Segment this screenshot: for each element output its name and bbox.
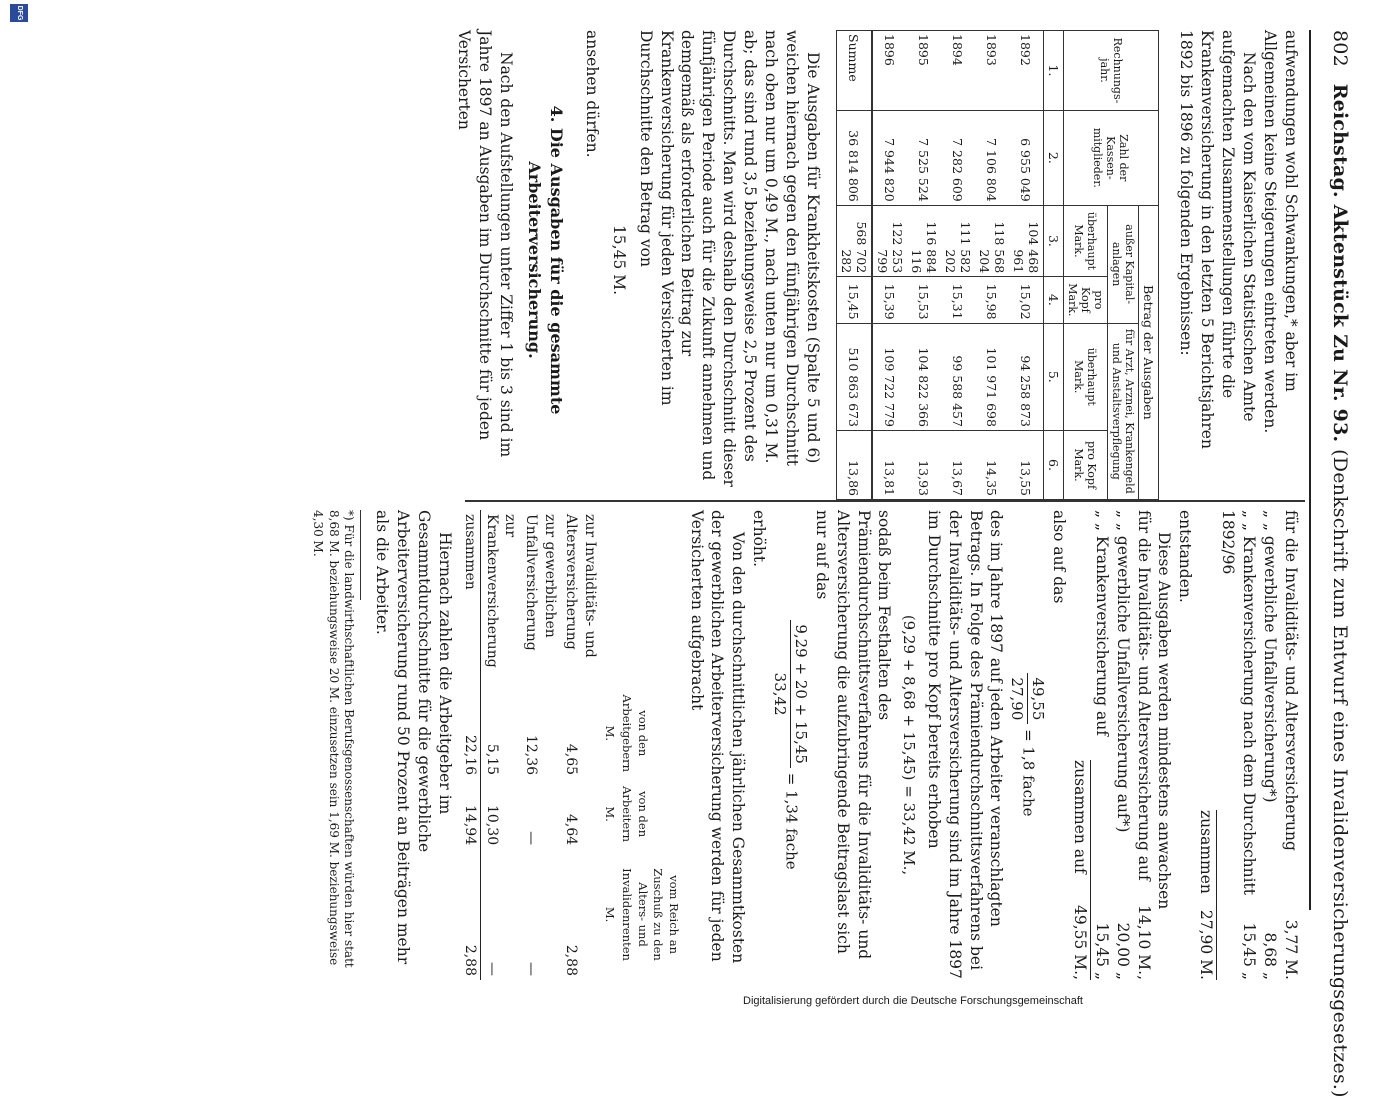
cell: 7 944 820 — [872, 110, 907, 205]
left-body — [453, 30, 823, 490]
header-subtitle: (Denkschrift zum Entwurf eines Invalidenversicherungsgesetzes.) — [1329, 449, 1351, 1098]
cell: 7 282 609 — [941, 110, 975, 205]
rtable-row: zur Krankenversicherung 5,15 10,30 — — [483, 514, 519, 976]
cell: 568 702 282 — [837, 205, 873, 276]
cell: 15,53 — [907, 277, 941, 323]
cell: 15,98 — [975, 277, 1009, 323]
rth-arbeiter: von den Arbeitern — [620, 786, 650, 843]
list2-item: „ „ Krankenversicherung auf 15,45 „ — [1092, 510, 1111, 980]
cell: 13,81 — [872, 430, 907, 499]
cell: 101 971 698 — [975, 323, 1009, 430]
cell: 94 258 873 — [1009, 323, 1044, 430]
cell: 7 525 524 — [907, 110, 941, 205]
cell: 15,39 — [872, 277, 907, 323]
dfg-logo: DFG — [10, 4, 28, 22]
cell-year: 1896 — [872, 31, 907, 111]
th-ueberhaupt-1: überhaupt Mark. — [1064, 205, 1108, 276]
colnum: 5. — [1044, 323, 1064, 430]
list1-total: zusammen 27,90 M. — [1197, 810, 1216, 980]
amount-15-45: 15,45 M. — [609, 224, 628, 296]
contribution-table — [459, 510, 682, 980]
colnum: 3. — [1044, 205, 1064, 276]
paragraph-hiernach: Hiernach zahlen die Arbeitgeber im Gesammtdurchschnitte für die gewerbliche Arbeiterversicherung rund 50 Prozent an Beiträgen mehr als die Arbeiter. — [373, 510, 454, 965]
paragraph-anwachsen: Diese Ausgaben werden mindestens anwachsen — [1155, 532, 1174, 910]
colnum: 6. — [1044, 430, 1064, 499]
rth-arbeitgeber: von den Arbeitgebern — [620, 694, 650, 773]
paragraph-1897: des im Jahre 1897 auf jeden Arbeiter veranschlagten Betrags. In Folge des Prämiendurchschnittsverfahrens bei der Invaliditäts- und Altersversicherung sind im Jahre 1897 im Durchschnitte pro Kopf bereits erhoben — [924, 510, 1006, 979]
cell-year: 1893 — [975, 31, 1009, 111]
header-rule — [1309, 30, 1311, 910]
list1-item: „ „ gewerbliche Unfallversicherung*) 8,68 „ — [1261, 510, 1280, 980]
rth-unit: M. — [602, 906, 617, 923]
right-column — [309, 510, 1301, 980]
left-intro — [1175, 30, 1301, 490]
header-title: Reichstag. Aktenstück Zu Nr. 93. — [1329, 83, 1351, 443]
list1-end: entstanden. — [1176, 510, 1195, 603]
cell: 122 253 799 — [872, 205, 907, 276]
list2-item: „ „ gewerbliche Unfallversicherung auf*) 20,00 „ — [1113, 510, 1132, 980]
intro-paragraph-1: aufwendungen wohl Schwankungen,* aber im Allgemeinen keine Steigerungen eintreten werden. — [1261, 30, 1300, 434]
th-arzt: für Arzt, Arznei, Krankengeld und Anstaltsverpflegung — [1108, 323, 1139, 499]
section-title: 4. Die Ausgaben für die gesammte Arbeiterversicherung. — [525, 105, 566, 415]
paragraph-krankheitskosten: Die Ausgaben für Krankheitskosten (Spalte 5 und 6) weichen hiernach gegen den fünfjährigen Durchschnitt nach oben nur um 0,49 M., nach unten nur um 0,31 M. ab; das sind rund 3,5 beziehungsweise 2,5 Prozent des Durchschnitts. Man wird deshalb den Durchschnitt dieser fünfjährigen Periode auch für die Zukunft annehmen und demgemäß als erforderlichen Beitrag zur Krankenversicherung für jeden Versicherten im Durchschnitte den Betrag von — [636, 30, 822, 487]
th-prokopf-1: pro Kopf Mark. — [1064, 277, 1108, 323]
table-row — [941, 31, 975, 500]
cell: 6 955 049 — [1009, 110, 1044, 205]
table-sum-row — [837, 31, 873, 500]
page-header — [1329, 30, 1351, 1098]
th-betrag: Betrag der Ausgaben — [1139, 205, 1159, 499]
formula-2: (9,29 + 8,68 + 15,45) = 33,42 M., — [899, 614, 918, 876]
cell: 104 468 961 — [1009, 205, 1044, 276]
intro-paragraph-2: Nach den vom Kaiserlichen Statistischen Amte aufgemachten Zusammenstellungen führte die Krankenversicherung in den letzten 5 Berichtsjahren 1892 bis 1896 zu folgenden Ergebnissen: — [1177, 30, 1259, 449]
colnum: 2. — [1044, 110, 1064, 205]
rth-unit: M. — [602, 806, 617, 822]
rth-reich: vom Reich an Zuschuß zu den Alters- und Invalidenrenten — [620, 868, 681, 961]
th-ueberhaupt-2: überhaupt Mark. — [1064, 323, 1108, 430]
health-insurance-table — [836, 30, 1159, 500]
table-row — [872, 31, 907, 500]
paragraph-end: ansehen dürfen. — [582, 30, 601, 158]
also-auf: also auf das — [1049, 510, 1068, 604]
footnote: *) Für die landwirthschaftlichen Berufsgenossenschaften würden hier statt 8,68 M. beziehungsweise 20 M. einzusetzen sein 1,69 M. beziehungsweise 4,30 M. — [310, 510, 357, 968]
cell: 118 568 204 — [975, 205, 1009, 276]
cell: 15,31 — [941, 277, 975, 323]
table-row — [907, 31, 941, 500]
formula-3-end: erhöht. — [750, 510, 769, 568]
list2-item: für die Invaliditäts- und Altersversicherung auf 14,10 M., — [1134, 510, 1153, 980]
th-ausser: außer Kapital-anlagen — [1108, 205, 1139, 323]
rtable-row: zur gewerblichen Unfallversicherung 12,36 — — — [523, 514, 559, 976]
cell: 111 582 202 — [941, 205, 975, 276]
cell: 109 722 779 — [872, 323, 907, 430]
cell: 510 863 673 — [837, 323, 873, 430]
cell: 13,86 — [837, 430, 873, 499]
formula-3: 9,29 + 20 + 15,45 33,42 = 1,34 fache — [769, 510, 811, 980]
rtable-row: zur Invaliditäts- und Altersversicherung 4,65 4,64 2,88 — [563, 514, 599, 976]
cell-sum-label: Summe — [837, 31, 873, 111]
th-count: Zahl der Kassen-mitglieder. — [1064, 110, 1159, 205]
cell: 13,93 — [907, 430, 941, 499]
cell: 36 814 806 — [837, 110, 873, 205]
cell: 15,02 — [1009, 277, 1044, 323]
cell: 104 822 366 — [907, 323, 941, 430]
cell-year: 1892 — [1009, 31, 1044, 111]
th-prokopf-2: pro Kopf Mark. — [1064, 430, 1108, 499]
table-row — [1009, 31, 1044, 500]
cell: 13,55 — [1009, 430, 1044, 499]
colnum: 4. — [1044, 277, 1064, 323]
cell: 15,45 — [837, 277, 873, 323]
list2-total: zusammen auf 49,55 M., — [1070, 760, 1089, 980]
list1-item: für die Invaliditäts- und Altersversicherung 3,77 M. — [1282, 510, 1300, 980]
footnote-rule — [360, 510, 361, 600]
paragraph-gesammtkosten: Von den durchschnittlichen jährlichen Gesammtkosten der gewerblichen Arbeiterversicherung werden für jeden Versicherten aufgebracht — [687, 510, 748, 964]
cell: 116 884 116 — [907, 205, 941, 276]
colnum: 1. — [1044, 31, 1064, 111]
formula-1: 49,55 27,90 = 1,8 fache — [1006, 510, 1048, 980]
page-number: 802 — [1329, 30, 1351, 67]
cell: 13,67 — [941, 430, 975, 499]
list1-item: „ „ Krankenversicherung nach dem Durchschnitt 1892/96 15,45 „ — [1219, 510, 1259, 980]
rth-unit: M. — [602, 725, 617, 742]
cell-year: 1895 — [907, 31, 941, 111]
cell: 14,35 — [975, 430, 1009, 499]
paragraph-ausgaben: Nach den Aufstellungen unter Ziffer 1 bis 3 sind im Jahre 1897 an Ausgaben im Durchschnitte für jeden Versicherten — [454, 30, 515, 458]
th-year: Rechnungs-jahr. — [1064, 31, 1159, 111]
rtable-total-row: zusammen 22,16 14,94 2,88 — [459, 510, 480, 980]
column-divider — [465, 500, 1305, 502]
paragraph-festhalten: sodaß beim Festhalten des Prämiendurchschnittsverfahrens für die Invaliditäts- und Altersversicherung die aufzubringende Beitragslast sich nur auf das — [812, 510, 894, 960]
cell: 99 588 457 — [941, 323, 975, 430]
table-row — [975, 31, 1009, 500]
cell: 7 106 804 — [975, 110, 1009, 205]
digitization-note: Digitalisierung gefördert durch die Deutsche Forschungsgemeinschaft — [743, 995, 1083, 1007]
cell-year: 1894 — [941, 31, 975, 111]
